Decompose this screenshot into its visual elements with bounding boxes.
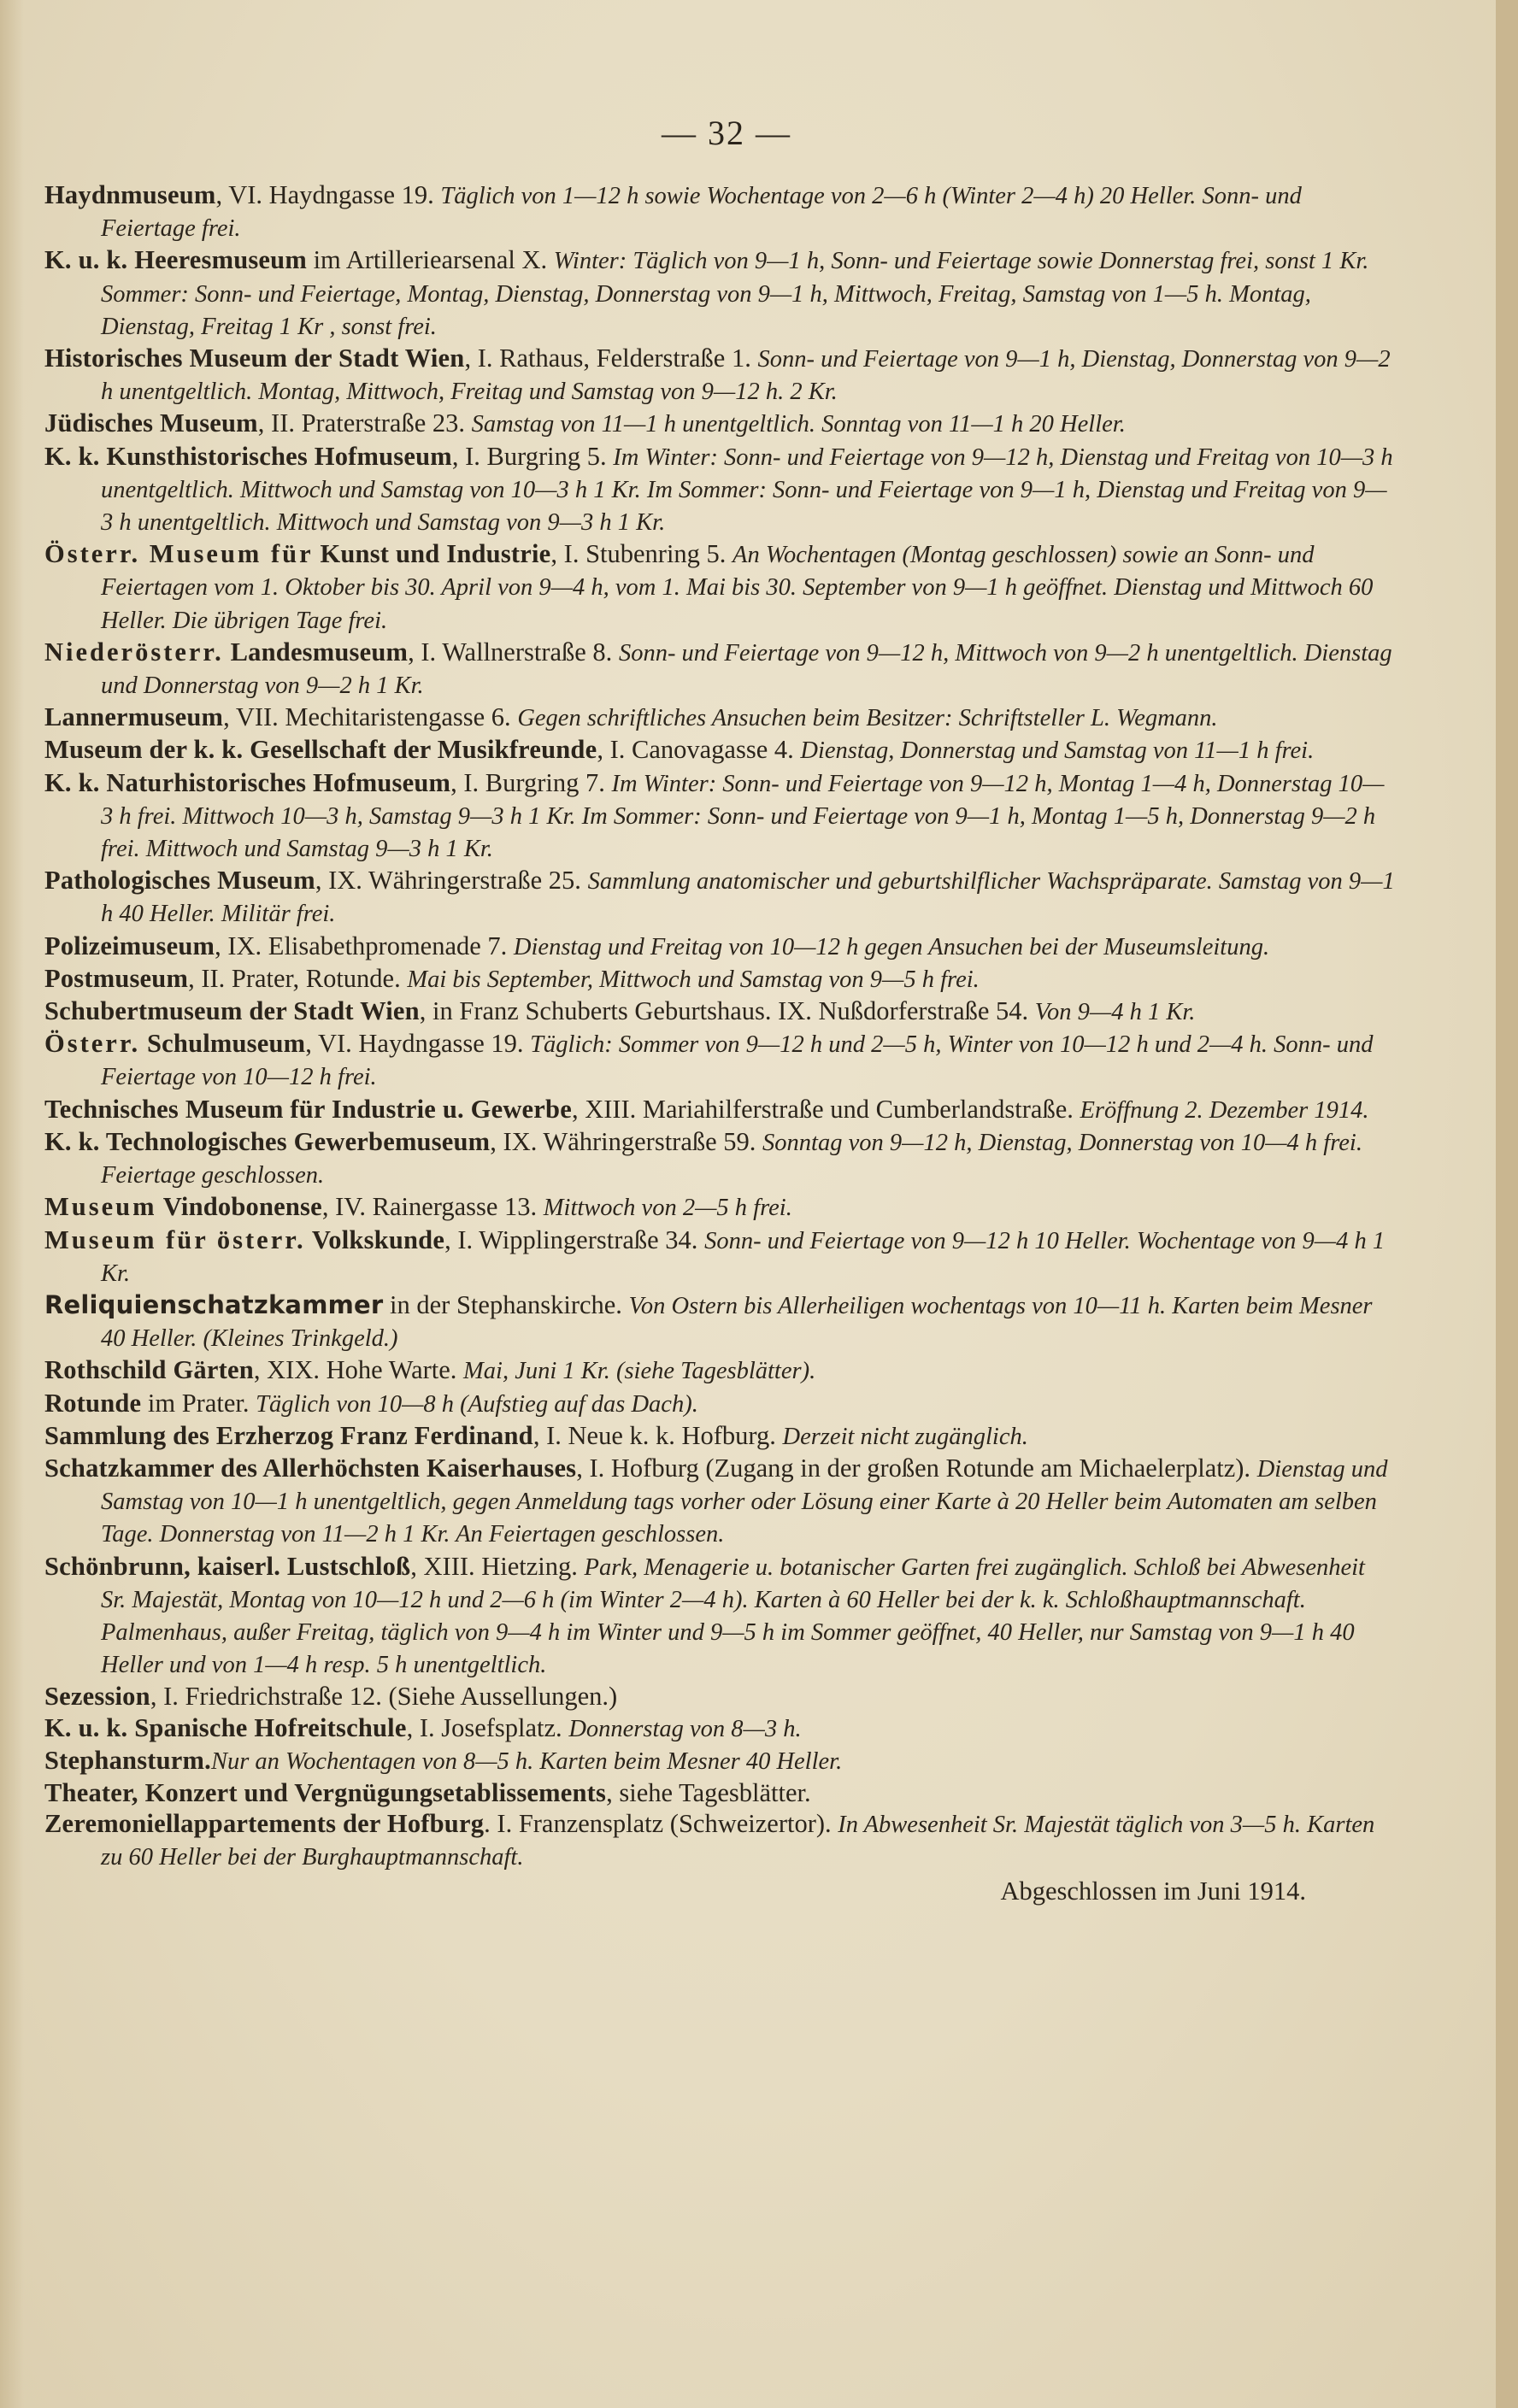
entry-info: Dienstag, Donnerstag und Samstag von 11—1 h frei. [800,737,1315,765]
entry-info: Sammlung anatomischer und geburtshilflicher Wachspräparate. Samstag von 9—1 h 40 Heller. Militär frei. [101,868,1395,928]
museum-entry [44,1126,1395,1191]
entry-address: , IX. Währingerstraße 25. [315,866,581,896]
entry-address: , siehe Tagesblätter. [606,1777,811,1807]
entry-address: , I. Canovagasse 4. [597,735,794,765]
museum-entry [44,1681,1395,1712]
museum-entry [44,408,1395,440]
entry-address: , I. Rathaus, Felderstraße 1. [464,344,751,373]
museum-entry [44,1551,1395,1682]
museum-entry [44,734,1395,766]
entry-info: Park, Menagerie u. botanischer Garten frei zugänglich. Schloß bei Abwesenheit Sr. Majestät, Montag von 10—12 h und 2—6 h (im Winter 2—4 h). Karten à 60 Heller bei der k. k. Schloßhauptmannschaft. Palmenhaus, außer Freitag, täglich von 9—4 h im Winter und 9—5 h im Sommer geöffnet, 40 Heller, nur Samstag von 9—1 h 40 Heller und von 1—4 h resp. 5 h unentgeltlich. [101,1553,1365,1679]
museum-entry [44,538,1395,637]
closing-note: Abgeschlossen im Juni 1914. [1000,1876,1306,1906]
entry-name-spaced: Österr. [44,1029,141,1059]
entry-name: Theater, Konzert und Vergnügungsetablissements [44,1777,607,1807]
entry-info: Täglich von 10—8 h (Aufstieg auf das Dach). [256,1390,698,1418]
entry-address: im Artilleriearsenal X. [306,245,548,275]
museum-entry [44,865,1395,930]
museum-entry [44,441,1395,539]
entry-address: , XIX. Hohe Warte. [253,1355,457,1385]
museum-entry [44,1777,1395,1808]
entry-info: Dienstag und Samstag von 10—1 h unentgeltlich, gegen Anmeldung tags vorher oder Lösung einer Karte à 20 Heller beim Automaten am selben Tage. Donnerstag von 11—2 h 1 Kr. An Feiertagen geschlossen. [101,1455,1388,1548]
entry-address: im Prater. [141,1388,250,1418]
entry-name: Volkskunde [305,1225,445,1254]
entry-name: Museum der k. k. Gesellschaft der Musikfreunde [44,735,597,765]
entry-name: K. k. Naturhistorisches Hofmuseum [44,767,451,797]
entry-address: , VI. Haydngasse 19. [215,180,434,209]
entry-info: Täglich: Sommer von 9—12 h und 2—5 h, Winter von 10—12 h und 2—4 h. Sonn- und Feiertage von 10—12 h frei. [101,1031,1374,1091]
entry-name: Stephansturm. [44,1745,211,1775]
museum-entry [44,963,1395,996]
entry-name-spaced: Österr. Museum für [44,539,314,569]
entry-name: Schönbrunn, kaiserl. Lustschloß [44,1551,411,1581]
entry-name: Jüdisches Museum [44,408,258,438]
entry-info: Sonn- und Feiertage von 9—12 h, Mittwoch von 9—2 h unentgeltlich. Dienstag und Donnerstag von 9—2 h 1 Kr. [101,639,1392,700]
entry-name: Pathologisches Museum [44,866,315,896]
entry-address: , II. Praterstraße 23. [257,408,465,438]
entry-address: , I. Stubenring 5. [550,539,727,569]
museum-entry [44,996,1395,1028]
entry-address: , I. Burgring 7. [450,767,605,797]
entry-name-spaced: Museum für österr. [44,1225,306,1254]
museum-entry [44,1388,1395,1420]
entry-info: Nur an Wochentagen von 8—5 h. Karten beim Mesner 40 Heller. [210,1747,843,1775]
entry-info: Mai, Juni 1 Kr. (siehe Tagesblätter). [463,1358,816,1385]
museum-entry [44,1289,1395,1354]
entry-address: , I. Neue k. k. Hofburg. [532,1420,776,1450]
entry-name: Historisches Museum der Stadt Wien [44,344,465,373]
entry-name: K. u. k. Spanische Hofreitschule [44,1712,407,1742]
entry-info: Dienstag und Freitag von 10—12 h gegen Ansuchen bei der Museumsleitung. [513,933,1270,960]
entry-name: Rothschild Gärten [44,1355,254,1385]
entry-name-spaced: Museum [44,1192,157,1222]
museum-entry [44,1225,1395,1289]
entry-address: , IX. Währingerstraße 59. [490,1126,756,1156]
entry-address: , IX. Elisabethpromenade 7. [215,931,508,960]
entry-name: Schubertmuseum der Stadt Wien [44,996,420,1026]
entry-info: Sonn- und Feiertage von 9—1 h, Dienstag, Donnerstag von 9—2 h unentgeltlich. Montag, Mittwoch, Freitag und Samstag von 9—12 h. 2 Kr. [101,346,1391,406]
museum-entry [44,1453,1395,1551]
entry-name: K. k. Kunsthistorisches Hofmuseum [44,441,452,471]
entry-name: Rotunde [44,1388,142,1418]
entry-name: Technisches Museum für Industrie u. Gewerbe [44,1094,572,1124]
entry-name: Landesmuseum [223,637,409,667]
entry-info: Gegen schriftliches Ansuchen beim Besitzer: Schriftsteller L. Wegmann. [517,705,1218,732]
entry-name: Sammlung des Erzherzog Franz Ferdinand [44,1420,533,1450]
museum-entry [44,1808,1395,1873]
entry-info: Sonn- und Feiertage von 9—12 h 10 Heller. Wochentage von 9—4 h 1 Kr. [101,1227,1386,1287]
entry-address: , I. Wipplingerstraße 34. [444,1225,698,1254]
entry-name: Kunst und Industrie [313,539,551,569]
entry-name: K. u. k. Heeresmuseum [44,245,307,275]
entry-name: Schatzkammer des Allerhöchsten Kaiserhauses [44,1453,577,1483]
entry-info: Samstag von 11—1 h unentgeltlich. Sonntag von 11—1 h 20 Heller. [471,411,1126,438]
entry-address: , II. Prater, Rotunde. [188,963,401,993]
museum-entry [44,1094,1395,1126]
entry-name: Reliquienschatzkammer [44,1289,384,1319]
entry-name: K. k. Technologisches Gewerbemuseum [44,1126,491,1156]
entry-info: An Wochentagen (Montag geschlossen) sowie an Sonn- und Feiertagen vom 1. Oktober bis 30. April von 9—4 h, vom 1. Mai bis 30. September von 9—1 h geöffnet. Dienstag und Mittwoch 60 Heller. Die übrigen Tage frei. [101,542,1374,634]
museum-entry [44,1191,1395,1224]
museum-entry [44,244,1395,343]
museum-entry [44,637,1395,702]
museum-entry [44,1028,1395,1093]
museum-entry [44,343,1395,408]
entry-info: Eröffnung 2. Dezember 1914. [1080,1096,1369,1124]
museum-entry [44,702,1395,734]
entry-name: Haydnmuseum [44,180,216,209]
entry-name: Schulmuseum [140,1029,306,1059]
entry-address: , I. Friedrichstraße 12. (Siehe Aussellungen.) [150,1682,618,1712]
page-number: — 32 — [662,114,791,152]
museum-entry [44,179,1395,244]
entry-address: , XIII. Mariahilferstraße und Cumberlandstraße. [571,1094,1074,1124]
entry-name: Polizeimuseum [44,931,215,960]
entry-info: Donnerstag von 8—3 h. [568,1715,802,1742]
entry-address: , I. Hofburg (Zugang in der großen Rotunde am Michaelerplatz). [576,1453,1251,1483]
entry-info: Von 9—4 h 1 Kr. [1034,999,1196,1026]
entry-info: Täglich von 1—12 h sowie Wochentage von 2—6 h (Winter 2—4 h) 20 Heller. Sonn- und Feiertage frei. [101,183,1302,243]
museum-entry [44,1420,1395,1453]
entry-info: Im Winter: Sonn- und Feiertage von 9—12 h, Montag 1—4 h, Donnerstag 10—3 h frei. Mittwoch 10—3 h, Samstag 9—3 h 1 Kr. Im Sommer: Sonn- und Feiertage von 9—1 h, Montag 1—5 h, Donnerstag 9—2 h frei. Mittwoch und Samstag 9—3 h 1 Kr. [101,770,1385,863]
entry-address: , VII. Mechitaristengasse 6. [223,702,511,732]
entry-name-spaced: Niederösterr. [44,637,224,667]
entry-info: In Abwesenheit Sr. Majestät täglich von 3—5 h. Karten zu 60 Heller bei der Burghauptmannschaft. [101,1812,1375,1871]
museum-entry [44,1712,1395,1745]
entry-address: in der Stephanskirche. [383,1289,622,1319]
entry-name: Lannermuseum [44,702,224,732]
museum-list [44,179,1395,1906]
museum-entry [44,931,1395,963]
entry-info: Mittwoch von 2—5 h frei. [543,1195,792,1222]
museum-entry [44,767,1395,866]
entry-info: Von Ostern bis Allerheiligen wochentags von 10—11 h. Karten beim Mesner 40 Heller. (Kleines Trinkgeld.) [101,1292,1373,1353]
entry-address: , I. Josefsplatz. [406,1712,562,1742]
entry-address: , XIII. Hietzing. [410,1551,578,1581]
entry-address: , VI. Haydngasse 19. [305,1029,524,1059]
entry-info: Mai bis September, Mittwoch und Samstag von 9—5 h frei. [407,966,980,993]
entry-name: Postmuseum [44,963,189,993]
museum-entry [44,1354,1395,1387]
entry-info: Sonntag von 9—12 h, Dienstag, Donnerstag von 10—4 h frei. Feiertage geschlossen. [101,1129,1362,1189]
museum-entry [44,1745,1395,1777]
entry-info: Winter: Täglich von 9—1 h, Sonn- und Feiertage sowie Donnerstag frei, sonst 1 Kr. Sommer: Sonn- und Feiertage, Montag, Dienstag, Donnerstag von 9—1 h, Mittwoch, Freitag, Samstag von 1—5 h. Montag, Dienstag, Freitag 1 Kr , sonst frei. [101,248,1369,340]
entry-info: Derzeit nicht zugänglich. [782,1423,1028,1450]
entry-address: , IV. Rainergasse 13. [321,1192,538,1222]
entry-address: , I. Burgring 5. [451,441,607,471]
entry-name: Vindobonense [156,1192,322,1222]
entry-name: Zeremoniellappartements der Hofburg [44,1809,485,1839]
entry-info: Im Winter: Sonn- und Feiertage von 9—12 h, Dienstag und Freitag von 10—3 h unentgeltlich. Mittwoch und Samstag von 10—3 h 1 Kr. Im Sommer: Sonn- und Feiertage von 9—1 h, Dienstag und Freitag von 9—3 h unentgeltlich. Mittwoch und Samstag von 9—3 h 1 Kr. [101,443,1393,537]
entry-address: . I. Franzensplatz (Schweizertor). [484,1809,832,1839]
entry-name: Sezession [44,1682,150,1712]
entry-address: , in Franz Schuberts Geburtshaus. IX. Nußdorferstraße 54. [419,996,1029,1026]
entry-address: , I. Wallnerstraße 8. [408,637,613,667]
